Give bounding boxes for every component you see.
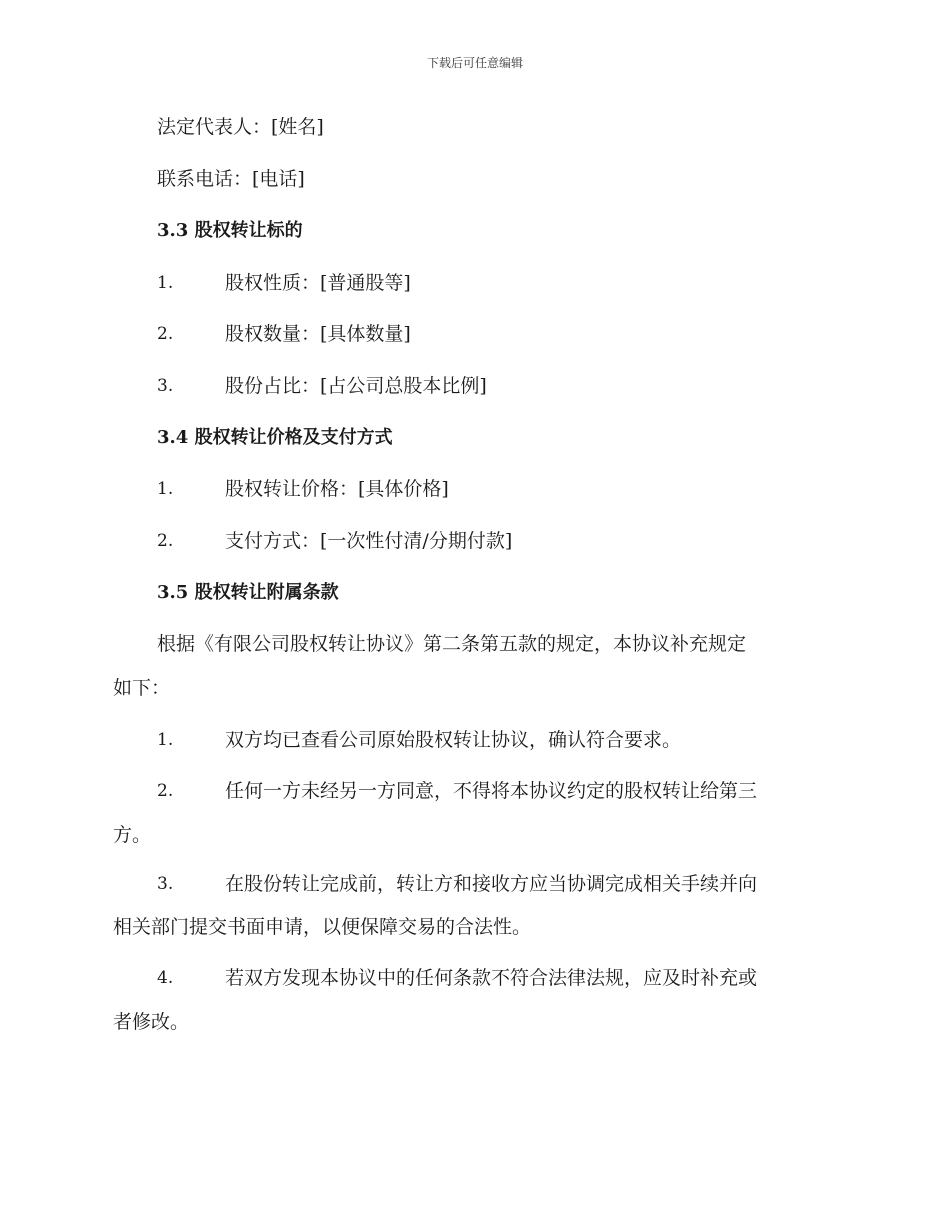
list-item-text: 支付方式：[一次性付清/分期付款] [225,530,513,552]
legal-representative-line: 法定代表人：[姓名] [157,116,324,138]
list-number: 1. [157,730,174,750]
list-number: 2. [157,781,174,801]
list-number: 2. [157,531,174,551]
phone-line: 联系电话：[电话] [157,168,305,190]
section-3-3-title: 3.3 股权转让标的 [157,220,303,241]
list-item-text: 在股份转让完成前，转让方和接收方应当协调完成相关手续并向 [225,873,758,895]
list-number: 1. [157,273,174,293]
page-header: 下载后可任意编辑 [426,56,523,70]
list-item-text: 双方均已查看公司原始股权转让协议，确认符合要求。 [225,729,682,751]
paragraph-line: 如下： [113,677,171,699]
list-number: 4. [157,968,174,988]
list-item-text: 任何一方未经另一方同意，不得将本协议约定的股权转让给第三 [225,780,758,802]
list-item-continuation: 者修改。 [113,1011,190,1033]
list-number: 1. [157,479,174,499]
section-3-5-title: 3.5 股权转让附属条款 [157,582,339,603]
list-item-text: 股权转让价格：[具体价格] [225,478,449,500]
section-3-4-title: 3.4 股权转让价格及支付方式 [157,427,393,448]
list-number: 3. [157,376,174,396]
list-number: 2. [157,324,174,344]
paragraph-line: 根据《有限公司股权转让协议》第二条第五款的规定，本协议补充规定 [157,633,747,655]
list-item-continuation: 方。 [113,824,152,846]
list-item-text: 股权性质：[普通股等] [225,272,411,294]
list-item-text: 股权数量：[具体数量] [225,323,411,345]
list-item-continuation: 相关部门提交书面申请，以便保障交易的合法性。 [113,916,532,938]
list-item-text: 若双方发现本协议中的任何条款不符合法律法规，应及时补充或 [225,967,758,989]
list-number: 3. [157,874,174,894]
list-item-text: 股份占比：[占公司总股本比例] [225,375,487,397]
